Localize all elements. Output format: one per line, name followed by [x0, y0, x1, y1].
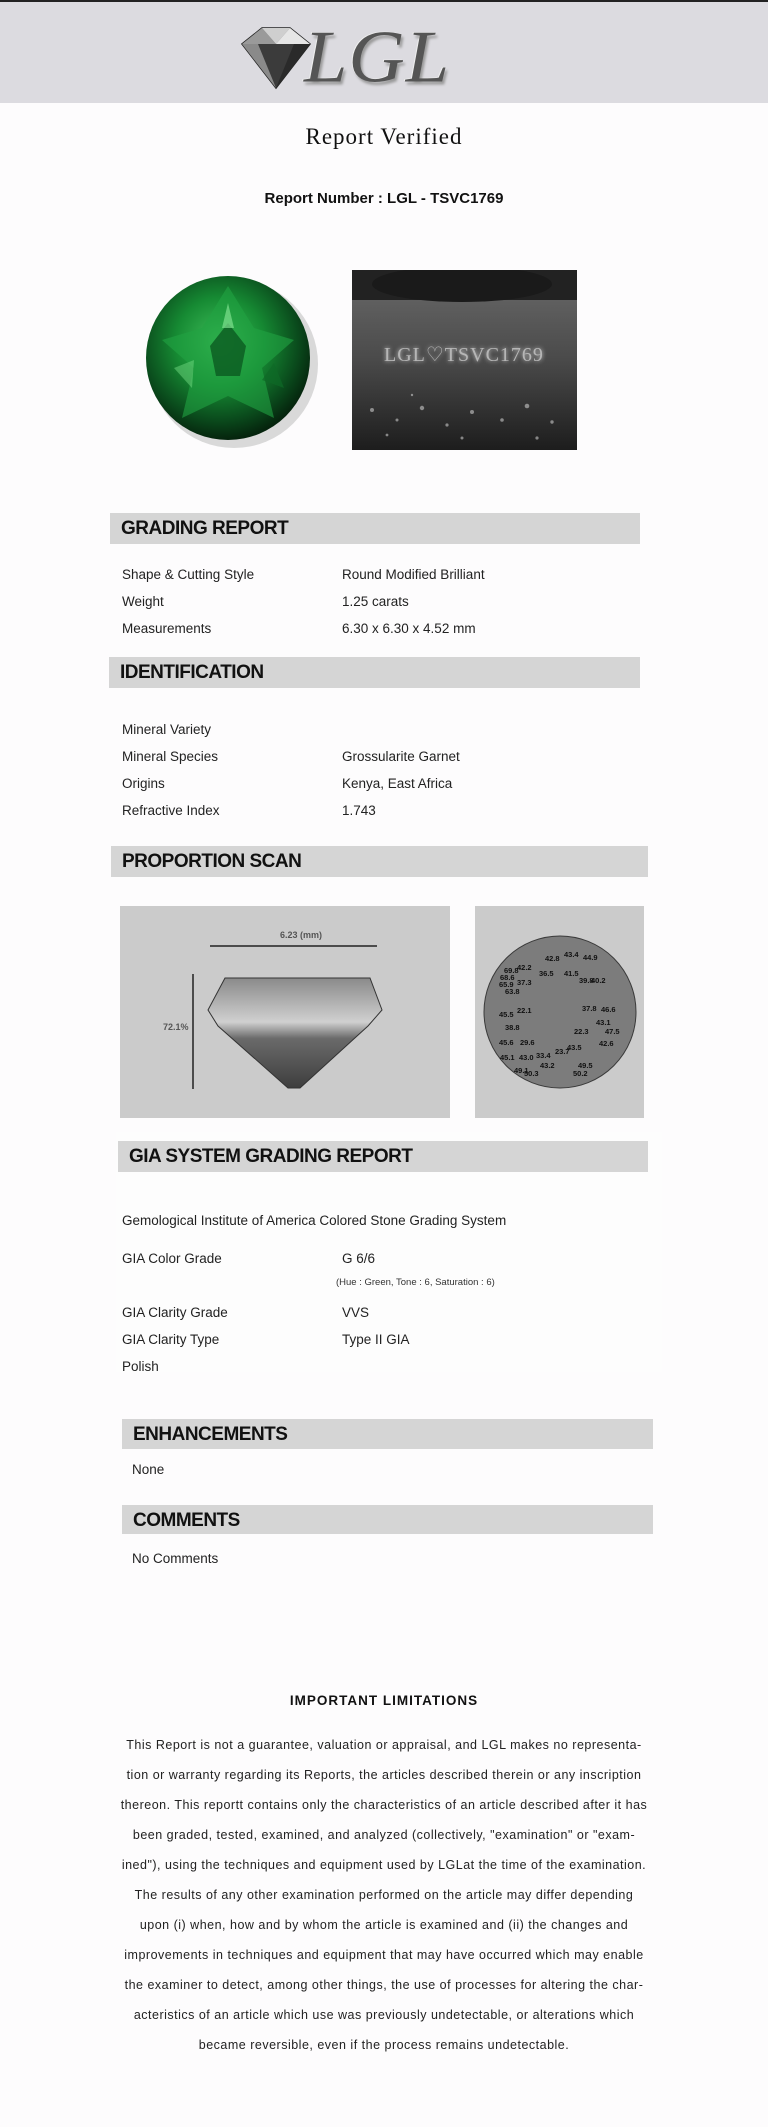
gia-polish-label: Polish	[122, 1359, 159, 1374]
facet-value: 44.9	[583, 953, 598, 962]
limitations-line: This Report is not a guarantee, valuation or appraisal, and LGL makes no representa-	[126, 1738, 642, 1752]
facet-value: 37.3	[517, 978, 532, 987]
gia-color-grade-value: G 6/6	[342, 1251, 376, 1266]
facet-value: 69.8	[504, 966, 519, 975]
facet-value: 22.3	[574, 1027, 589, 1036]
width-label: 6.23 (mm)	[280, 930, 323, 940]
enhancements-value: None	[132, 1462, 165, 1477]
facet-value: 37.8	[582, 1004, 597, 1013]
mineral-variety-label: Mineral Variety	[122, 722, 212, 737]
facet-value: 42.6	[599, 1039, 614, 1048]
gia-color-grade-label: GIA Color Grade	[122, 1251, 222, 1266]
facet-value: 41.5	[564, 969, 579, 978]
measurements-label: Measurements	[122, 621, 212, 636]
mineral-species-value: Grossularite Garnet	[342, 749, 460, 764]
gia-header	[118, 1141, 648, 1172]
shape-label: Shape & Cutting Style	[122, 567, 255, 582]
profile-scan-image	[120, 906, 450, 1118]
comments-heading: COMMENTS	[133, 1510, 240, 1531]
facet-value: 36.5	[539, 969, 554, 978]
page-title: Report Verified	[305, 124, 463, 149]
facet-value: 43.5	[567, 1043, 582, 1052]
logo-wordmark: LGL	[304, 15, 451, 98]
facet-values-layer	[475, 906, 644, 1118]
site-header	[0, 2, 768, 103]
facet-value: 50.2	[573, 1069, 588, 1078]
facet-value: 49.1	[514, 1066, 529, 1075]
facet-value: 65.9	[499, 980, 514, 989]
weight-label: Weight	[122, 594, 164, 609]
inscription-text: LGL♡TSVC1769	[384, 344, 544, 366]
facet-value: 29.6	[520, 1038, 535, 1047]
comments-value: No Comments	[132, 1551, 219, 1566]
proportion-scan-header	[111, 846, 648, 877]
gia-system-name: Gemological Institute of America Colored Stone Grading System	[122, 1213, 507, 1228]
facet-value: 63.8	[505, 987, 520, 996]
facet-value: 42.2	[517, 963, 532, 972]
depth-label: 72.1%	[163, 1022, 189, 1032]
enhancements-header	[122, 1419, 653, 1449]
gemstone-photo	[134, 268, 326, 456]
limitations-line: acteristics of an article which use was previously undetectable, or alterations which	[133, 2008, 635, 2022]
origins-label: Origins	[122, 776, 165, 791]
comments-header	[122, 1505, 653, 1534]
limitations-line: The results of any other examination performed on the article may differ depending	[134, 1888, 634, 1902]
gia-clarity-grade-value: VVS	[342, 1305, 370, 1320]
limitations-line: the examiner to detect, among other things, the use of processes for altering the char-	[124, 1978, 644, 1992]
limitations-line: thereon. This reportt contains only the characteristics of an article described after it has	[120, 1798, 648, 1812]
facet-value: 47.5	[605, 1027, 620, 1036]
facet-value: 68.6	[500, 973, 515, 982]
grading-report-heading: GRADING REPORT	[121, 518, 289, 539]
gia-color-grade-note: (Hue : Green, Tone : 6, Saturation : 6)	[336, 1277, 495, 1288]
diamond-logo-icon	[232, 22, 312, 92]
limitations-line: upon (i) when, how and by whom the article is examined and (ii) the changes and	[139, 1918, 629, 1932]
gia-clarity-type-label: GIA Clarity Type	[122, 1332, 220, 1347]
mineral-species-label: Mineral Species	[122, 749, 219, 764]
gia-clarity-type-value: Type II GIA	[342, 1332, 410, 1347]
facet-value: 45.6	[499, 1038, 514, 1047]
measurements-value: 6.30 x 6.30 x 4.52 mm	[342, 621, 476, 636]
proportion-scan-heading: PROPORTION SCAN	[122, 851, 302, 872]
weight-value: 1.25 carats	[342, 594, 409, 609]
origins-value: Kenya, East Africa	[342, 776, 453, 791]
grading-report-header	[110, 513, 640, 544]
laser-inscription-photo	[352, 270, 577, 450]
facet-value: 45.1	[500, 1053, 515, 1062]
facet-value: 45.5	[499, 1010, 514, 1019]
refractive-index-value: 1.743	[342, 803, 376, 818]
limitations-line: ined"), using the techniques and equipment used by LGLat the time of the examination.	[121, 1858, 647, 1872]
report-number: Report Number : LGL - TSVC1769	[264, 190, 504, 207]
limitations-line: became reversible, even if the process remains undetectable.	[198, 2038, 570, 2052]
facet-value: 39.8	[579, 976, 594, 985]
identification-heading: IDENTIFICATION	[120, 662, 264, 683]
facet-value: 23.7	[555, 1047, 570, 1056]
facet-value: 50.3	[524, 1069, 539, 1078]
facet-value: 49.5	[578, 1061, 593, 1070]
facet-value: 43.4	[564, 950, 579, 959]
facet-value: 40.2	[591, 976, 606, 985]
facet-value: 22.1	[517, 1006, 532, 1015]
facet-scan-image	[475, 906, 644, 1118]
gia-clarity-grade-label: GIA Clarity Grade	[122, 1305, 228, 1320]
shape-value: Round Modified Brilliant	[342, 567, 485, 582]
limitations-line: tion or warranty regarding its Reports, the articles described therein or any inscription	[126, 1768, 642, 1782]
facet-value: 33.4	[536, 1051, 551, 1060]
facet-value: 46.6	[601, 1005, 616, 1014]
gia-heading: GIA SYSTEM GRADING REPORT	[129, 1146, 413, 1167]
lgl-logo[interactable]	[232, 16, 492, 96]
limitations-line: improvements in techniques and equipment that may have occurred which may enable	[124, 1948, 644, 1962]
facet-value: 43.1	[596, 1018, 611, 1027]
facet-value: 42.8	[545, 954, 560, 963]
facet-value: 43.0	[519, 1053, 534, 1062]
refractive-index-label: Refractive Index	[122, 803, 220, 818]
limitations-line: been graded, tested, examined, and analyzed (collectively, "examination" or "exam-	[132, 1828, 636, 1842]
facet-value: 38.8	[505, 1023, 520, 1032]
facet-value: 43.2	[540, 1061, 555, 1070]
limitations-heading: IMPORTANT LIMITATIONS	[289, 1693, 479, 1708]
identification-header	[109, 657, 640, 688]
enhancements-heading: ENHANCEMENTS	[133, 1424, 288, 1445]
